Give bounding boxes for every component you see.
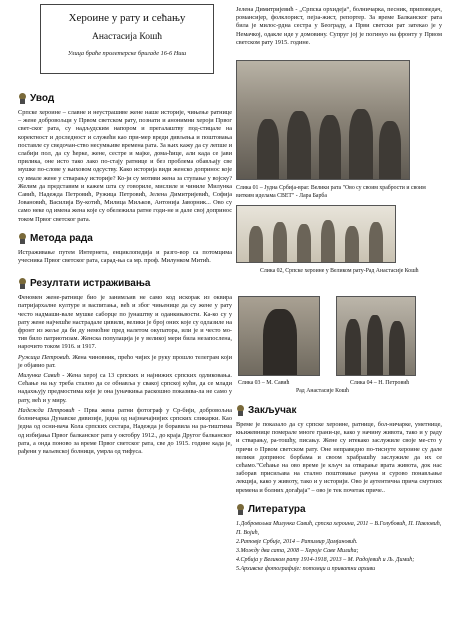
literature-list: [236, 520, 442, 574]
results-paragraph-2: Ружица Петровић. Жена чиновник, прећо чијих је руку прошло телеграм који је објавио рат.: [18, 353, 233, 369]
results-text: [18, 294, 232, 456]
author-name: Анастасија Кошћ: [91, 32, 163, 42]
intro-text: [18, 109, 232, 224]
results-paragraph-3: Милунка Савић - Жена херој са 13 српских и најнижих српских одликовања. Сећање на њу треба стално да се обнавља у свакој српској кући, да се млади надахњују предмостима које је она јуначкиња раскошно показива-ла не само у рату, већ и у миру.: [18, 372, 232, 404]
title-box: [40, 4, 214, 74]
right-column: [236, 6, 442, 49]
left-column: [18, 92, 232, 458]
conclusion-heading: [236, 404, 442, 417]
method-text: [18, 249, 232, 265]
intro-heading-text: Увод: [30, 93, 55, 104]
section-figure-icon: [18, 93, 27, 104]
method-paragraph: Истраживање путем Интернета, енциклопедија и разго-вор са потомцима учесника Првог светског рата, сарад-ња са мр. проф. Милунком Митић.: [18, 248, 232, 265]
caption-4: Слика 04 – Н. Петровић: [350, 380, 410, 386]
results-heading: [18, 277, 232, 290]
photo-3: [238, 296, 320, 376]
results-paragraph-1: Феномен жене-ратнице био је занимљив не само код искорак из оквира патријархалне културе и васпитања, већ и због чињенице да су жене у рату често надмаши-вале мушке саборце по јунаштву и оданкињвости. Ка-ко су у рату жене најчешће настрадале цивили, велики је број оних које су одлазиле на фронт из жеље да би ду немоћне пред налетом окупатора, или је и често мо-тив било патриотизам. Женска популација је у великој мери била незапослена, нарочито током 1916. и 1917.: [18, 294, 232, 351]
poster-title: Хероине у рату и сећању: [68, 12, 186, 24]
results-heading-text: Резултати истраживања: [30, 278, 151, 290]
results-paragraph-4: Надежда Петровић - Прва жена ратни фотограф у Ср-бији, добровољна болничарка Дунавске дивизије, једна од најзначајнијих српских сликарки. Као једна од осни-вача Кола српских сестара, Надежда је боравила на ра-тиштима од избијања Првог балканског рата у октобру 1912., до краја Другог балканског рата, а онда поново за време Првог светског рата, све до 1915. године када је, рађени у ваљевској болници, умрла од тифуса.: [18, 406, 232, 455]
literature-item: 4.Србија у Великом рату 1914-1918, 2013 – М. Радојевић и Љ. Димић;: [236, 556, 415, 563]
literature-heading: [236, 503, 442, 516]
section-figure-icon: [18, 278, 27, 289]
section-figure-icon: [236, 504, 245, 515]
conclusion-heading-text: Закључак: [248, 405, 297, 416]
section-figure-icon: [236, 405, 245, 416]
author-address: Улица браће пролетерске бригаде 16-6 Ниш: [67, 50, 187, 57]
jelena-paragraph: Јелена Димитријевић - „Српска орхидеја“, болничарка, песник, приповедач, романсијер, фолклорист, пејза-жист, репортер. За време Балканског рата била је милос-рдна сестра у Београду, а Први светски рат затекао је у Немачкој, одакле иде у домовину. Супруг јој је погинуо на фронту у Првом светском рату 1915. године.: [236, 6, 442, 46]
person-name: Ружица Петровић: [18, 353, 69, 361]
right-intro-text: [236, 6, 442, 47]
literature-item: 5.Архивске фотографије: потомци и приватни архиви: [236, 565, 376, 572]
person-name: Милунка Савић: [18, 372, 60, 380]
caption-2: Слика 02, Српске хероине у Великом рату-Рад Анастасије Кошћ: [260, 268, 419, 274]
caption-3: Слика 03 – М. Савић: [238, 380, 290, 386]
literature-item: 1.Добровољка Милунка Савић, српска хероина, 2011 – В.Голубовић, П. Павловић, П. Војић,: [236, 520, 442, 536]
literature-item: 2.Ратовје Србије, 2014 – Ратимир Дамјановић.: [236, 538, 358, 545]
caption-1: Слика 01 – Јудна Србија-враг. Велики рата "Ово су своим храбрости и своим витким иделама СВЕТ" - Лара Барба: [236, 185, 426, 199]
method-heading: [18, 232, 232, 245]
caption-3-4-sub: Рад Анастасије Кошћ: [296, 388, 349, 394]
section-figure-icon: [18, 233, 27, 244]
intro-paragraph: Српске хероине – славне и неустрашиве жене наше историје, чињење ратнице – жене добровољци у Првом светском рату, познати и анонимни хероји Првог свет-ског рата, су надљудским напором и прегалаштву под-стицале на коректност и доследност и служећи као при-мер вреди дивљења и поштовања поставле су сведочан-ство несумњиве времена рата. За њих кажу да су лепше и слабији пол, да су ћерке, жене, сестре и мајке, дома-ћице, али када се јави прилика, оне исто тако лако по-стају ратнице и без проблема обављају све мушке по-слове у њиховом одсуству. Како историја види женско допринос које су имале жене у стварању историје? Ко-ји су мотиви жена за ступање у војску? Желим да представим и кажем шта су говориле, мислиле и чиниле Милунка Савић, Надежда Петровић, Ружица Петровић, Јелена Димитријевић, Софија Јовановић, Василија Ву-котић, Милица Миљков, Антонија Јаворник... Ово су само неке од имена жена које су обележила ратне годи-не и дале свој допринос током Првог светског рата.: [18, 109, 232, 223]
photo-4: [336, 296, 416, 376]
photo-2: [236, 205, 396, 263]
photo-1: [236, 60, 410, 180]
method-heading-text: Метода рада: [30, 232, 93, 244]
conclusion-section: [236, 404, 442, 574]
literature-item: 3.Можду два сата, 2008 – Хероје Саве Милића;: [236, 547, 359, 554]
literature-heading-text: Литература: [248, 503, 306, 515]
intro-heading: [18, 92, 232, 105]
conclusion-text: [236, 421, 442, 495]
conclusion-paragraph: Време је показало да су српске хероине, ратнице, бол-ничарке, уметнице, књижевнице померале многе грани-це, како у начину живота, тако и у раду и стварању, ра-тошћу, писању. Жене су итекако заслужиле своје ме-сто у причи о Првом светском рату. Оне неправедно по-тиснуте хероине су дале велики допринос борбама и своом храбрашћу заслужиле да их се сећамо."Сећање на ово време је кључ за отварање врата живота, док нас заборав присиљава на стално поштовање рачуна и сурово понављање лекција, како у животу, тако и у историји. Ово је аутентична прича смутних времена и болних догађаја" – ово је тек почетак приче..: [236, 421, 442, 494]
person-name: Надежда Петровић: [18, 406, 75, 414]
